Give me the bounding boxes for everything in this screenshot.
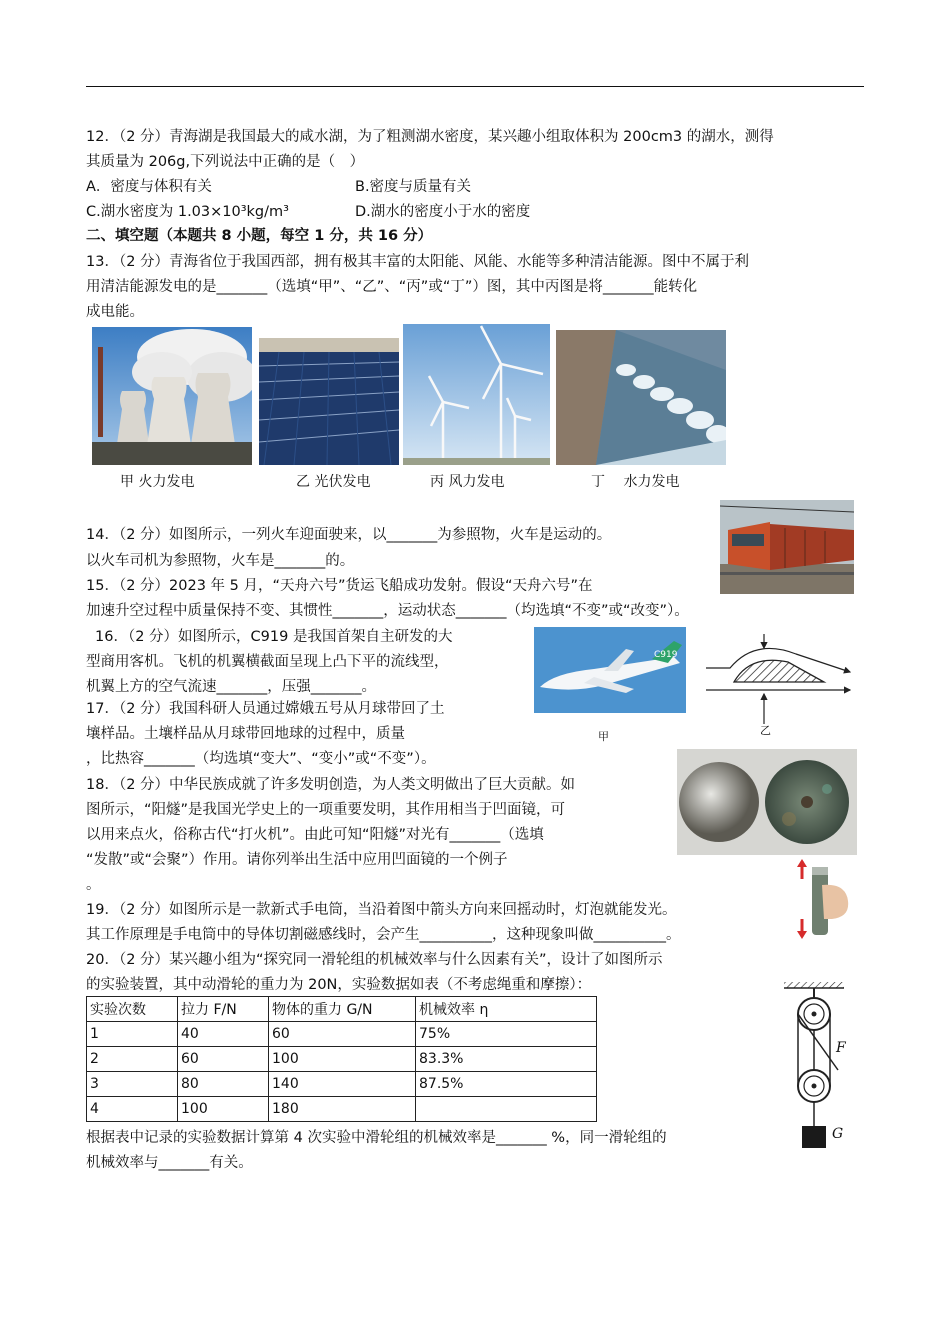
caption-yi: 乙 光伏发电	[296, 474, 371, 490]
table-header-cell: 拉力 F/N	[178, 997, 269, 1022]
q12-line1: 12．（2 分）青海湖是我国最大的咸水湖，为了粗测湖水密度，某兴趣小组取体积为 200cm3 的湖水，测得	[86, 129, 774, 145]
table-cell: 100	[269, 1047, 416, 1072]
q12-option-b: B.密度与质量有关	[355, 179, 472, 195]
table-cell: 180	[269, 1097, 416, 1122]
q12-option-d: D.湖水的密度小于水的密度	[355, 204, 531, 220]
q17-line1: 17．（2 分）我国科研人员通过嫦娥五号从月球带回了土	[86, 701, 445, 717]
yangsui-mirror-image	[677, 749, 857, 855]
table-cell: 60	[269, 1022, 416, 1047]
thermal-power-image	[92, 327, 252, 465]
table-cell: 2	[87, 1047, 178, 1072]
table-cell: 3	[87, 1072, 178, 1097]
q12-option-a: A．密度与体积有关	[86, 179, 212, 195]
table-cell: 40	[178, 1022, 269, 1047]
q12-line2: 其质量为 206g,下列说法中正确的是（ ）	[86, 154, 365, 170]
c919-plane-image	[534, 627, 686, 713]
q13-line3: 成电能。	[86, 304, 144, 320]
q18-line2: 图所示，“阳燧”是我国光学史上的一项重要发明，其作用相当于凹面镜，可	[86, 802, 566, 818]
hydro-power-image	[556, 330, 726, 465]
table-cell: 80	[178, 1072, 269, 1097]
force-label-f: F	[836, 1040, 846, 1056]
q18-line5: 。	[86, 877, 101, 893]
q15-line2: 加速升空过程中质量保持不变、其惯性_______，运动状态_______（均选填“不变”或“改变”）。	[86, 603, 689, 619]
table-cell: 83.3%	[416, 1047, 597, 1072]
q20-line1: 20．（2 分）某兴趣小组为“探究同一滑轮组的机械效率与什么因素有关”，设计了如图所示	[86, 952, 663, 968]
table-row	[87, 1022, 597, 1047]
caption-bing: 丙 风力发电	[430, 474, 505, 490]
train-image	[720, 500, 854, 594]
shake-flashlight-image	[796, 857, 852, 941]
q13-line1: 13．（2 分）青海省位于我国西部，拥有极其丰富的太阳能、风能、水能等多种清洁能源。图中不属于利	[86, 254, 750, 270]
table-cell: 4	[87, 1097, 178, 1122]
table-header-cell: 物体的重力 G/N	[269, 997, 416, 1022]
q18-line1: 18．（2 分）中华民族成就了许多发明创造，为人类文明做出了巨大贡献。如	[86, 777, 576, 793]
table-cell: 87.5%	[416, 1072, 597, 1097]
q17-line3: ，比热容_______（均选填“变大”、“变小”或“不变”）。	[86, 751, 436, 767]
caption-ding: 丁 水力发电	[591, 474, 680, 490]
table-header-row	[87, 997, 597, 1022]
q18-line3: 以用来点火，俗称古代“打火机”。由此可知“阳燧”对光有_______（选填	[86, 827, 544, 843]
wing-cross-section-diagram	[700, 632, 854, 738]
q13-line2: 用清洁能源发电的是_______（选填“甲”、“乙”、“丙”或“丁”）图，其中丙图是将_______能转化	[86, 279, 698, 295]
q17-line2: 壤样品。土壤样品从月球带回地球的过程中，质量	[86, 726, 405, 742]
header-rule	[86, 86, 864, 87]
q12-option-c: C.湖水密度为 1.03×10³kg/m³	[86, 204, 289, 220]
table-cell: 60	[178, 1047, 269, 1072]
table-cell: 75%	[416, 1022, 597, 1047]
caption-jia: 甲 火力发电	[120, 474, 195, 490]
pulley-system-diagram	[780, 980, 854, 1152]
table-cell	[416, 1097, 597, 1122]
q14-line1: 14．（2 分）如图所示，一列火车迎面驶来，以_______为参照物，火车是运动的。	[86, 527, 612, 543]
table-cell: 1	[87, 1022, 178, 1047]
q16-line3: 机翼上方的空气流速_______，压强_______。	[86, 679, 376, 695]
q18-line4: “发散”或“会聚”）作用。请你列举出生活中应用凹面镜的一个例子	[86, 852, 508, 868]
q20-after-line2: 机械效率与_______有关。	[86, 1155, 253, 1171]
section2-title: 二、填空题（本题共 8 小题，每空 1 分，共 16 分）	[86, 228, 433, 244]
table-row	[87, 1097, 597, 1122]
wind-power-image	[403, 324, 550, 465]
table-row	[87, 1072, 597, 1097]
gravity-label-g: G	[832, 1126, 844, 1142]
table-cell: 100	[178, 1097, 269, 1122]
q19-line1: 19．（2 分）如图所示是一款新式手电筒，当沿着图中箭头方向来回摇动时，灯泡就能发光。	[86, 902, 677, 918]
table-row	[87, 1047, 597, 1072]
q20-line2: 的实验装置，其中动滑轮的重力为 20N，实验数据如表（不考虑绳重和摩擦）：	[86, 977, 592, 993]
q16-line1: 16．（2 分）如图所示，C919 是我国首架自主研发的大	[95, 629, 453, 645]
label-yi: 乙	[760, 724, 771, 737]
q19-line2: 其工作原理是手电筒中的导体切割磁感线时，会产生__________，这种现象叫做__________。	[86, 927, 681, 943]
experiment-table	[86, 996, 597, 1122]
q15-line1: 15．（2 分）2023 年 5 月，“天舟六号”货运飞船成功发射。假设“天舟六号”在	[86, 578, 593, 594]
table-cell: 140	[269, 1072, 416, 1097]
label-jia: 甲	[598, 730, 609, 743]
table-header-cell: 实验次数	[87, 997, 178, 1022]
plane-label: C919	[654, 650, 678, 660]
table-header-cell: 机械效率 η	[416, 997, 597, 1022]
q16-line2: 型商用客机。飞机的机翼横截面呈现上凸下平的流线型，	[86, 654, 449, 670]
solar-panel-image	[259, 338, 399, 465]
q20-after-line1: 根据表中记录的实验数据计算第 4 次实验中滑轮组的机械效率是_______ %，同一滑轮组的	[86, 1130, 667, 1146]
q14-line2: 以火车司机为参照物，火车是_______的。	[86, 553, 355, 569]
